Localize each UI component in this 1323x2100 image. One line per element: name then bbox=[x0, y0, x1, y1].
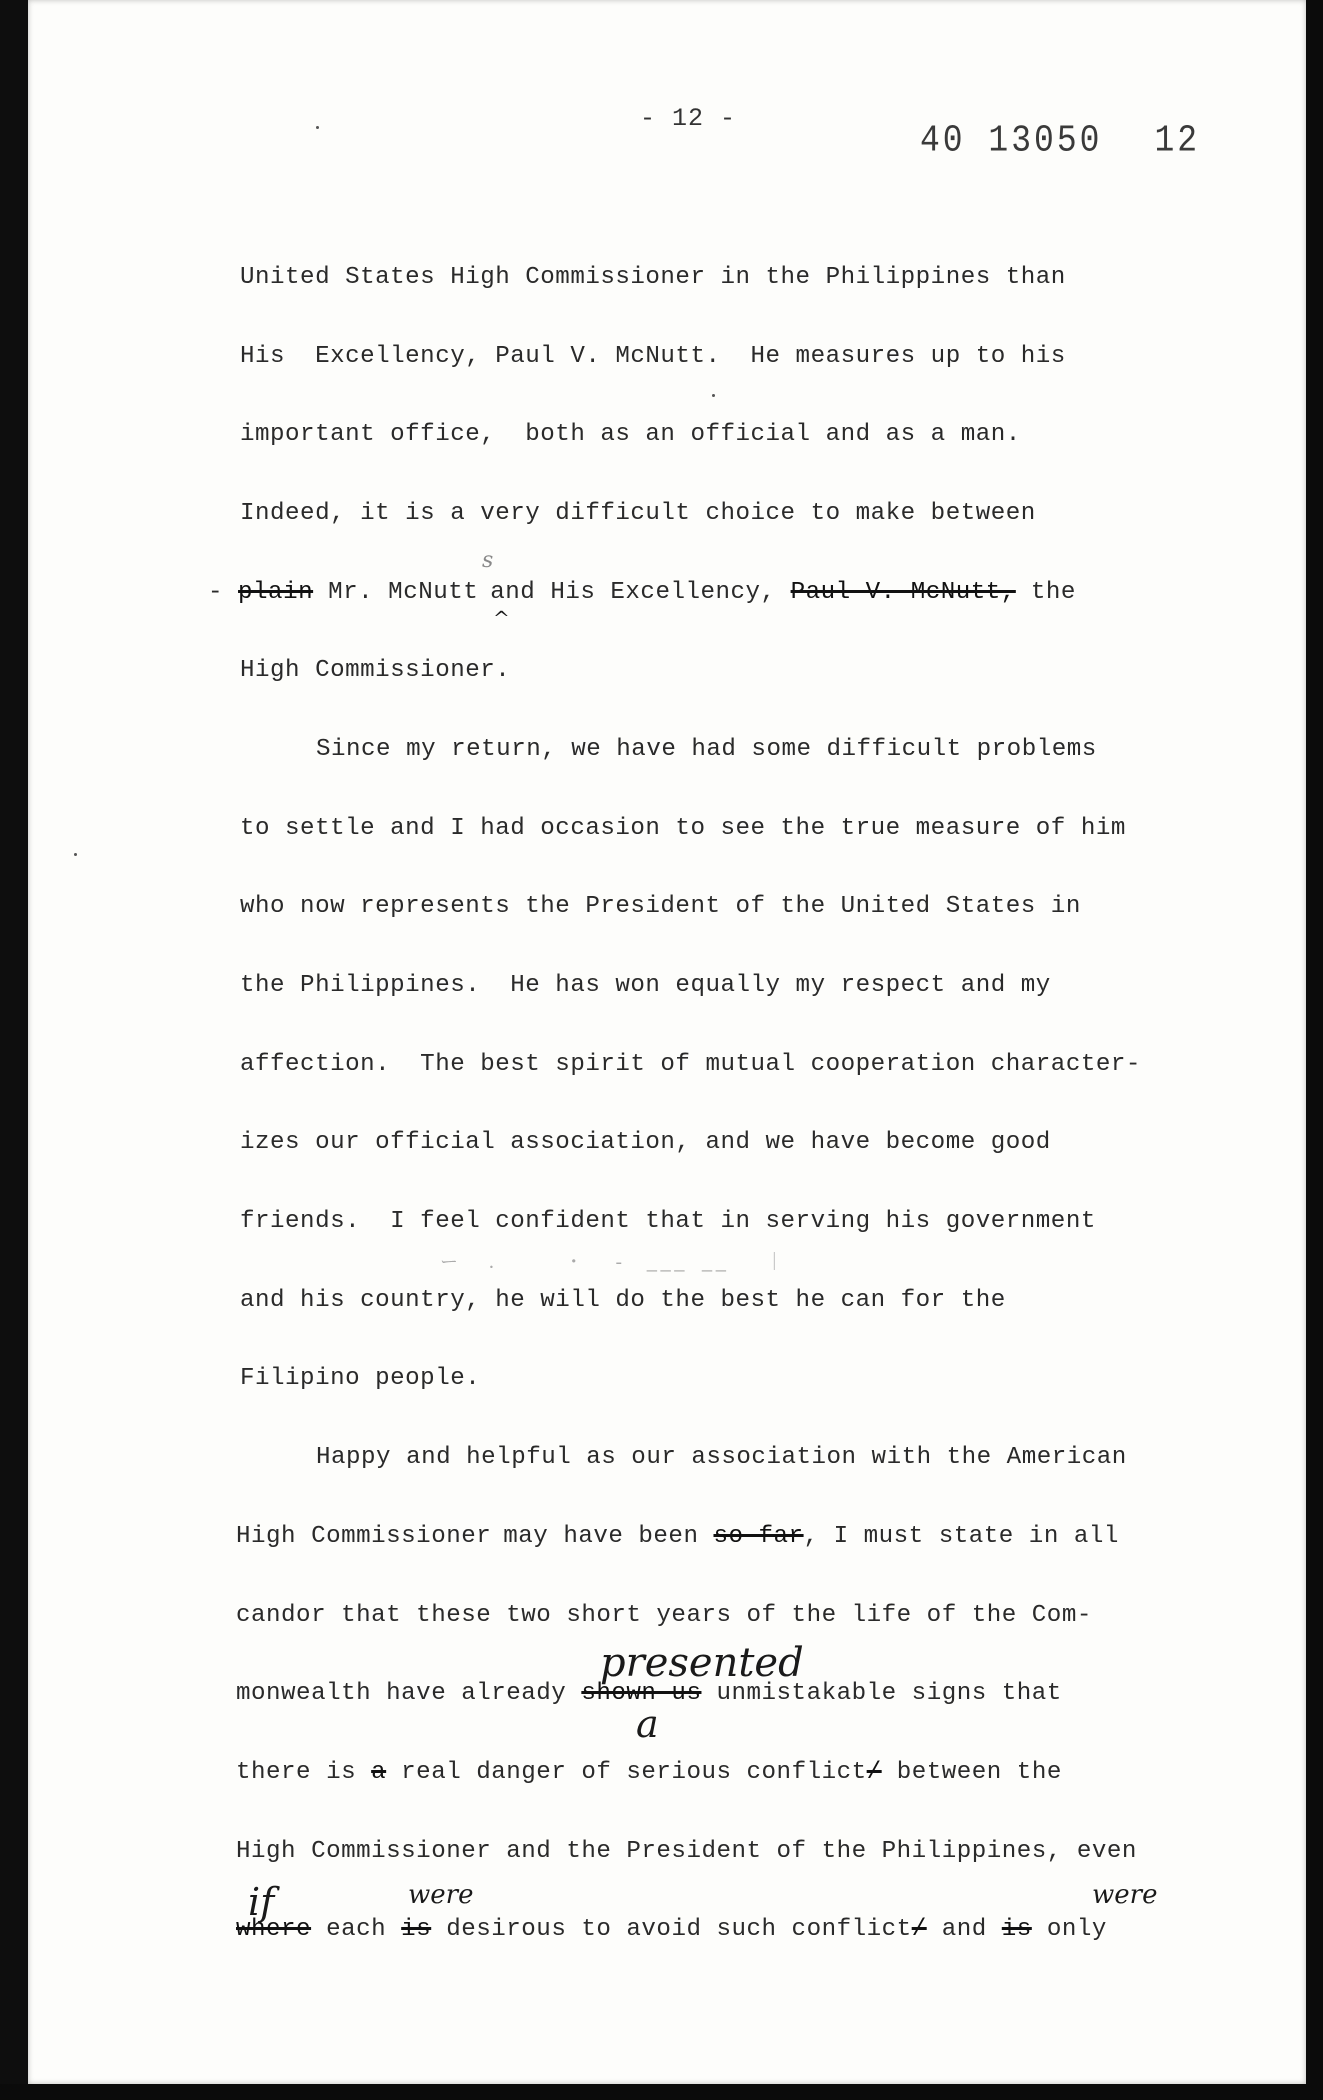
text-fragment: monwealth have already bbox=[236, 1680, 567, 1707]
text-line: to settle and I had occasion to see the true measure of him bbox=[240, 815, 1126, 842]
struck-words: shown us bbox=[581, 1680, 702, 1707]
text-fragment: , I must state in all bbox=[803, 1523, 1119, 1550]
document-reference bbox=[920, 119, 1200, 162]
speck bbox=[316, 126, 319, 129]
scan-border-right bbox=[1306, 0, 1323, 2100]
speck bbox=[74, 853, 77, 856]
text-line bbox=[236, 1916, 1107, 1943]
text-line: and his country, he will do the best he can for the bbox=[240, 1287, 1006, 1314]
text-line: candor that these two short years of the life of the Com- bbox=[236, 1602, 1092, 1629]
text-line: friends. I feel confident that in serving his government bbox=[240, 1208, 1096, 1235]
text-line: United States High Commissioner in the Philippines than bbox=[240, 264, 1066, 291]
struck-word: is bbox=[1001, 1916, 1032, 1943]
text-fragment: each bbox=[326, 1916, 387, 1943]
text-fragment: there is bbox=[236, 1759, 357, 1786]
text-line bbox=[236, 1523, 1119, 1550]
struck-letter: / bbox=[911, 1916, 927, 1943]
text-fragment: between the bbox=[896, 1759, 1062, 1786]
text-line: High Commissioner and the President of the Philippines, even bbox=[236, 1838, 1137, 1865]
text-fragment: may have been bbox=[503, 1523, 699, 1550]
text-line: who now represents the President of the United States in bbox=[240, 893, 1081, 920]
text-fragment: real danger of bbox=[401, 1759, 612, 1786]
handwritten-if: if bbox=[248, 1880, 275, 1924]
struck-words: Paul V. McNutt, bbox=[790, 579, 1016, 606]
handwritten-s: s bbox=[482, 548, 494, 573]
text-fragment: only bbox=[1046, 1916, 1107, 1943]
text-line: His Excellency, Paul V. McNutt. He measures up to his bbox=[240, 343, 1066, 370]
struck-letter: a bbox=[371, 1759, 387, 1786]
text-line: Since my return, we have had some difficult problems bbox=[316, 736, 1097, 763]
scan-border-bottom bbox=[0, 2084, 1323, 2100]
text-line: important office, both as an official and as a man. bbox=[240, 421, 1021, 448]
struck-word: plain bbox=[238, 579, 314, 606]
text-fragment: Mr. McNutt bbox=[328, 579, 479, 606]
caret-mark: ^ bbox=[493, 606, 510, 630]
sheet-number: 12 bbox=[1154, 119, 1201, 162]
text-fragment: High Commissioner bbox=[236, 1523, 492, 1550]
text-line: Happy and helpful as our association with the American bbox=[316, 1444, 1127, 1471]
handwritten-were: were bbox=[408, 1880, 474, 1910]
page-number: - 12 - bbox=[640, 104, 737, 133]
text-line: izes our official association, and we have become good bbox=[240, 1129, 1051, 1156]
handwritten-presented: presented bbox=[600, 1640, 804, 1686]
text-fragment: the bbox=[1030, 579, 1076, 606]
text-fragment: and His Excellency, bbox=[490, 579, 776, 606]
handwritten-a: a bbox=[636, 1702, 659, 1746]
text-fragment: desirous to avoid such conflict bbox=[446, 1916, 912, 1943]
struck-letter: / bbox=[866, 1759, 882, 1786]
struck-words: so far bbox=[713, 1523, 804, 1550]
struck-word: where bbox=[236, 1916, 312, 1943]
text-line bbox=[236, 1759, 1062, 1786]
handwritten-were: were bbox=[1092, 1880, 1158, 1910]
text-line: affection. The best spirit of mutual cooperation character- bbox=[240, 1051, 1141, 1078]
text-line: High Commissioner. bbox=[240, 657, 511, 684]
text-line: the Philippines. He has won equally my respect and my bbox=[240, 972, 1051, 999]
struck-word: is bbox=[401, 1916, 432, 1943]
text-fragment: and bbox=[941, 1916, 987, 1943]
text-line: - plain Mr. McNutt and His Excellency, Paul V. McNutt, the bbox=[208, 579, 1076, 606]
text-fragment: unmistakable signs that bbox=[716, 1680, 1062, 1707]
text-line: Indeed, it is a very difficult choice to make between bbox=[240, 500, 1036, 527]
text-line: Filipino people. bbox=[240, 1365, 481, 1392]
speck bbox=[712, 394, 715, 397]
document-ref-number: 40 13050 bbox=[920, 119, 1103, 162]
text-fragment: serious conflict bbox=[626, 1759, 867, 1786]
faint-pencil-marks: ー ． ・ ‐ ̲ ̲ ̲ ̲ ̲ ｜ bbox=[440, 1254, 787, 1274]
